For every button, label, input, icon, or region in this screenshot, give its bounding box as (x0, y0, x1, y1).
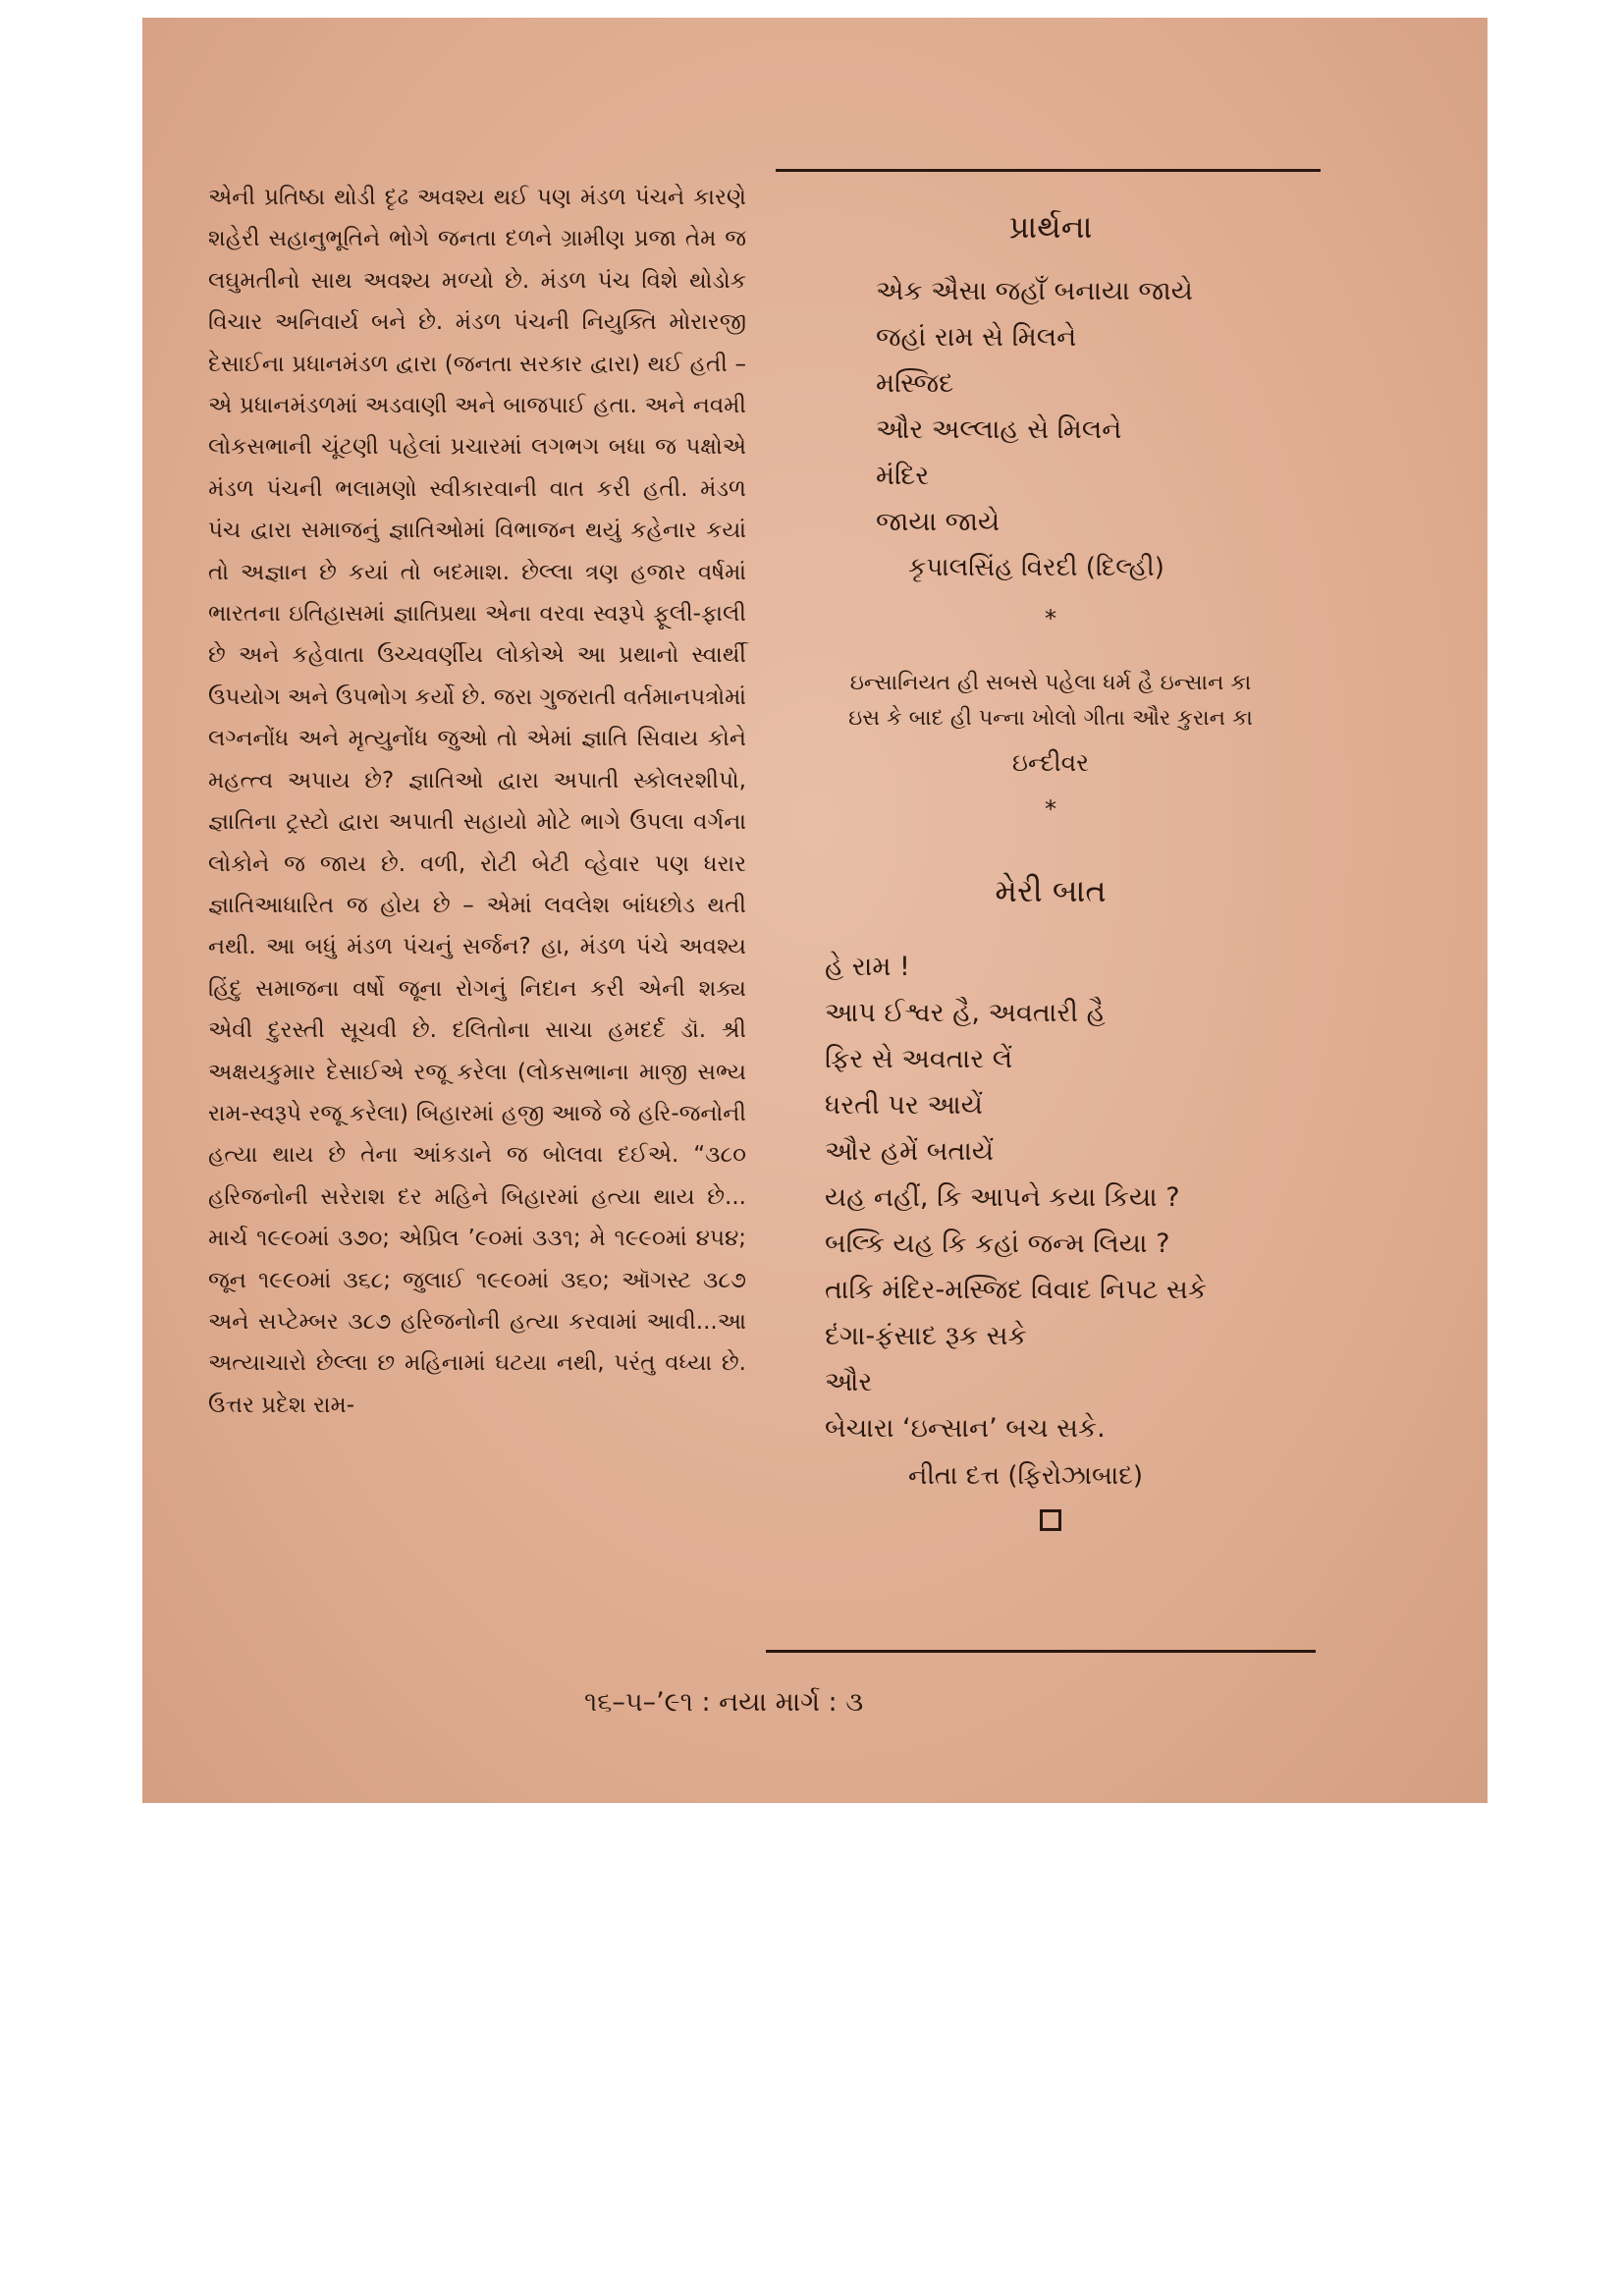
poems-column (776, 157, 1325, 1535)
quote-block (756, 666, 1345, 737)
verse-line: તાકિ મંદિર-મસ્જિદ વિવાદ નિપટ સકે (825, 1275, 1207, 1305)
meri-baat-author: નીતા દત્ત (ફિરોઝાબાદ) (908, 1461, 1143, 1491)
meri-baat-title: મેરી બાત (995, 872, 1107, 909)
verse-line: દંગા-ફંસાદ રૂક સકે (825, 1321, 1027, 1351)
verse-line: મસ્જિદ (876, 368, 954, 399)
meri-baat-verse (776, 944, 1325, 1451)
prayer-author: કૃપાલસિંહ વિરદી (દિલ્હી) (908, 553, 1164, 582)
verse-line: આપ ઈશ્વર હૈ, અવતારી હૈ (825, 998, 1106, 1028)
quote-line: ઇસ કે બાદ હી પન્ના ખોલો ગીતા ઔર કુરાન કા (848, 706, 1253, 731)
prayer-verse (776, 268, 1325, 545)
quote-line: ઇન્સાનિયત હી સબસે પહેલા ધર્મ હૈ ઇન્સાન કા (849, 671, 1252, 695)
verse-line: યહ નહીં, કિ આપને કયા કિયા ? (825, 1182, 1180, 1213)
verse-line: બલ્કિ યહ કિ કહાં જન્મ લિયા ? (825, 1229, 1170, 1259)
asterisk-separator: * (1045, 795, 1056, 823)
verse-line: જાયા જાયે (876, 507, 1001, 537)
verse-line: મંદિર (876, 461, 930, 491)
square-outline-icon (1040, 1509, 1061, 1531)
verse-line: જહાં રામ સે મિલને (876, 322, 1077, 353)
article-text: એની પ્રતિષ્ઠા થોડી દૃઢ અવશ્ય થઈ પણ મંડળ પંચને કારણે શહેરી સહાનુભૂતિને ભોગે જનતા દળને ગ્રામીણ પ્રજા તેમ જ લઘુમતીનો સાથ અવશ્ય મળ્યો છે. મંડળ પંચ વિશે થોડોક વિચાર અનિવાર્ય બને છે. મંડળ પંચની નિયુક્તિ મોરારજી દેસાઈના પ્રધાનમંડળ દ્વારા (જનતા સરકાર દ્વારા) થઈ હતી – એ પ્રધાનમંડળમાં અડવાણી અને બાજપાઈ હતા. અને નવમી લોકસભાની ચૂંટણી પહેલાં પ્રચારમાં લગભગ બધા જ પક્ષોએ મંડળ પંચની ભલામણો સ્વીકારવાની વાત કરી હતી. મંડળ પંચ દ્વારા સમાજનું જ્ઞાતિઓમાં વિભાજન થયું કહેનાર કયાં તો અજ્ઞાન છે કયાં તો બદમાશ. છેલ્લા ત્રણ હજાર વર્ષમાં ભારતના ઇતિહાસમાં જ્ઞાતિપ્રથા એના વરવા સ્વરૂપે ફૂલી-ફાલી છે અને કહેવાતા ઉચ્ચવર્ણીય લોકોએ આ પ્રથાનો સ્વાર્થી ઉપયોગ અને ઉપભોગ કર્યો છે. જરા ગુજરાતી વર્તમાનપત્રોમાં લગ્નનોંધ અને મૃત્યુનોંધ જુઓ તો એમાં જ્ઞાતિ સિવાય કોને મહત્ત્વ અપાય છે? જ્ઞાતિઓ દ્વારા અપાતી સ્કોલરશીપો, જ્ઞાતિના ટ્રસ્ટો દ્વારા અપાતી સહાયો મોટે ભાગે ઉપલા વર્ગના લોકોને જ જાય છે. વળી, રોટી બેટી વ્હેવાર પણ ધરાર જ્ઞાતિઆધારિત જ હોય છે – એમાં લવલેશ બાંધછોડ થતી નથી. આ બધું મંડળ પંચનું સર્જન? હા, મંડળ પંચે અવશ્ય હિંદુ સમાજના વર્ષો જૂના રોગનું નિદાન કરી એની શક્ય એવી દુરસ્તી સૂચવી છે. દલિતોના સાચા હમદર્દ ડૉ. શ્રી અક્ષયકુમાર દેસાઈએ રજૂ કરેલા (લોકસભાના માજી સભ્ય રામ-સ્વરૂપે રજૂ કરેલા) બિહારમાં હજી આજે જે હરિ-જનોની હત્યા થાય છે તેના આંકડાને જ બોલવા દઈએ. “૩૮૦ હરિજનોની સરેરાશ દર મહિને બિહારમાં હત્યા થાય છે... માર્ચ ૧૯૯૦માં ૩૭૦; એપ્રિલ ’૯૦માં ૩૩૧; મે ૧૯૯૦માં ૪૫૪; જૂન ૧૯૯૦માં ૩૬૮; જુલાઈ ૧૯૯૦માં ૩૬૦; ઑગસ્ટ ૩૮૭ અને સપ્ટેમ્બર ૩૮૭ હરિજનોની હત્યા કરવામાં આવી...આ અત્યાચારો છેલ્લા છ મહિનામાં ઘટયા નથી, પરંતુ વધ્યા છે. ઉત્તર પ્રદેશ રામ- (208, 185, 746, 1418)
verse-line: એક ઐસા જહાઁ બનાયા જાયે (876, 276, 1193, 306)
verse-line: ઔર હમેં બતાયેં (825, 1136, 995, 1167)
verse-line: બેચારા ‘ઇન્સાન’ બચ સકે. (825, 1413, 1106, 1444)
verse-line: ઔર અલ્લાહ સે મિલને (876, 414, 1122, 445)
verse-line: હે રામ ! (825, 952, 910, 982)
verse-line: ઔર (825, 1367, 873, 1397)
page-footer: ૧૬–૫–’૯૧ : નયા માર્ગ : ૩ (584, 1687, 864, 1718)
article-column (208, 177, 746, 1426)
asterisk-separator: * (1045, 605, 1056, 632)
quote-author: ઇન્દીવર (1011, 748, 1090, 777)
bottom-rule (766, 1650, 1316, 1653)
verse-line: ધરતી પર આયેં (825, 1090, 983, 1121)
verse-line: ફિર સે અવતાર લેં (825, 1044, 1013, 1074)
prayer-title: પ્રાર્થના (1008, 208, 1093, 246)
